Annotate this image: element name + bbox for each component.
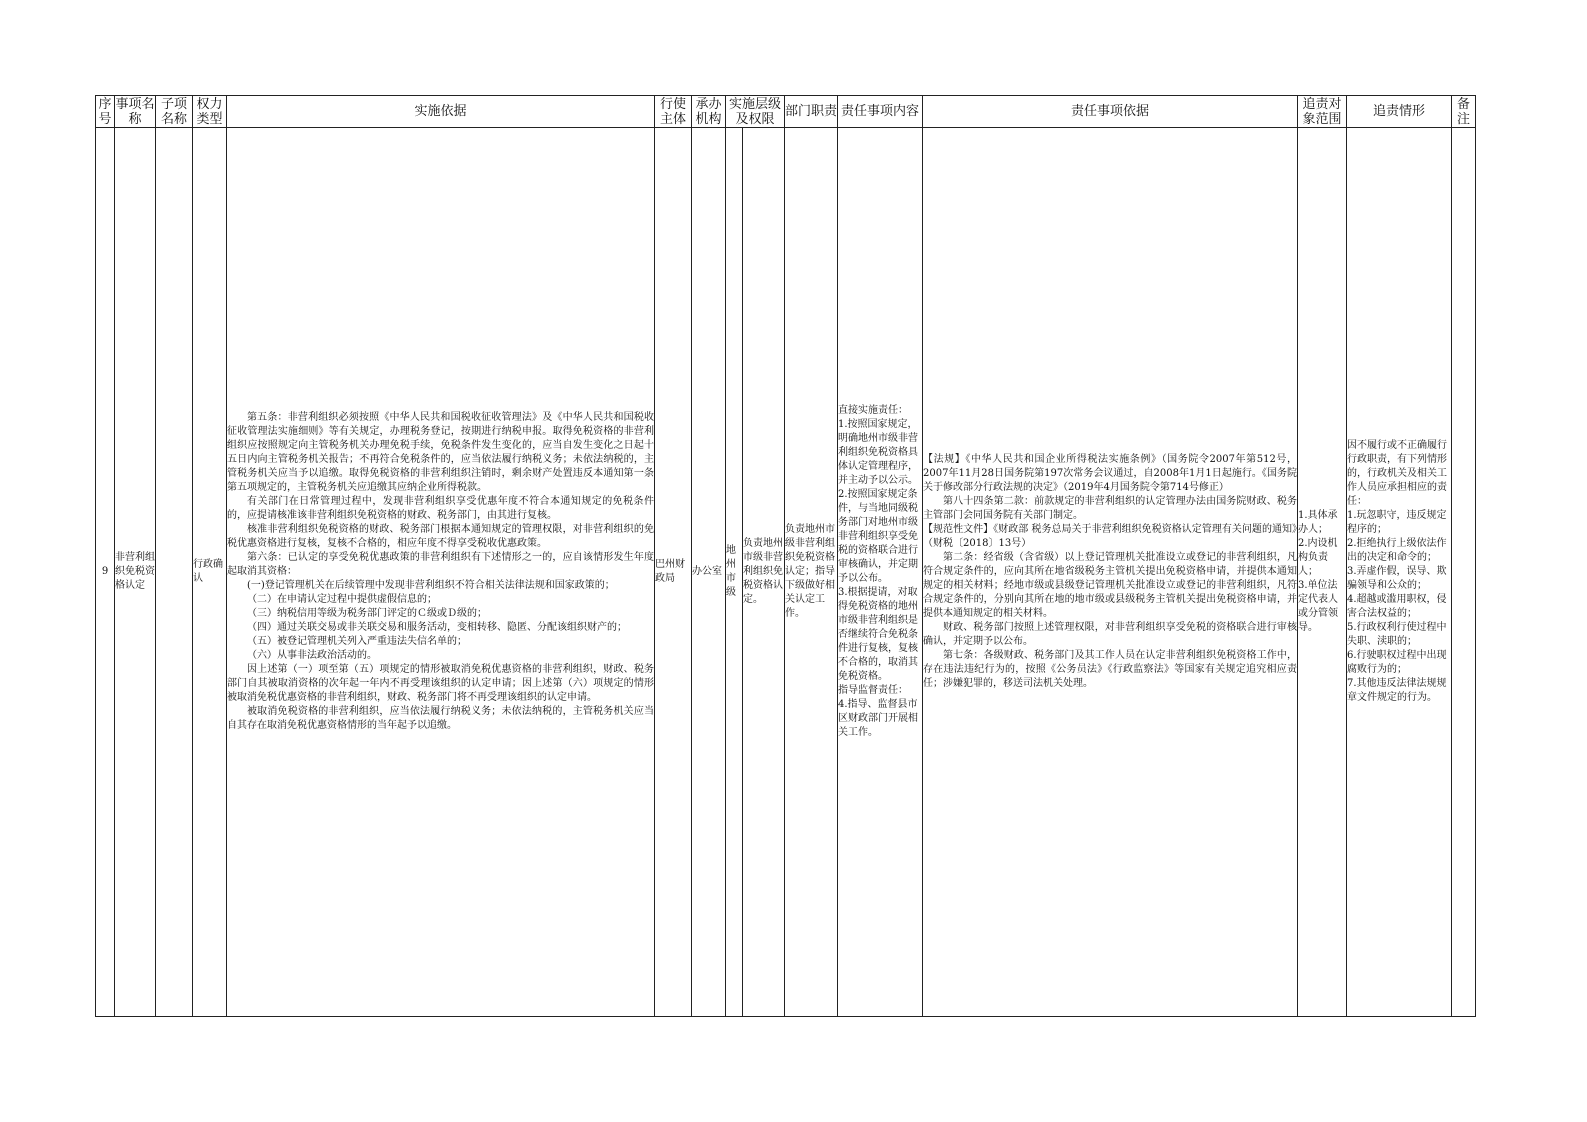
cell-situation: 因不履行或不正确履行行政职责，有下列情形的，行政机关及相关工作人员应承担相应的责任： 1.玩忽职守，违反规定程序的； 2.拒绝执行上级依法作出的决定和命令的； 3.弄虚作假，误导、欺骗领导和公众的； 4.超越或滥用职权，侵害合法权益的； 5.行政权利行使过程中失职、渎职的； 6.行驶职权过程中出现腐败行为的； 7.其他违反法律法规规章文件规定的行为。 [1347,128,1452,1017]
resp_basis-paragraph: 【法规】《中华人民共和国企业所得税法实施条例》（国务院令2007年第512号，2007年11月28日国务院第197次常务会议通过，自2008年1月1日起施行。《国务院关于修改部分行政法规的决定》（2019年4月国务院令第714号修正） [923,454,1298,493]
header-accountable: 追责对象范围 [1298,96,1347,128]
cell-duty: 负责地州市级非营利组织免税资格认定；指导下级做好相关认定工作。 [785,128,838,1017]
basis-paragraph: (一)登记管理机关在后续管理中发现非营利组织不符合相关法律法规和国家政策的； [247,580,615,591]
header-basis: 实施依据 [227,96,655,128]
basis-paragraph: （五）被登记管理机关列入严重违法失信名单的； [247,636,467,647]
cell-item-name: 非营利组织免税资格认定 [115,128,156,1017]
resp_basis-paragraph: 财政、税务部门按照上述管理权限，对非营利组织享受免税的资格联合进行审核确认，并定期予以公布。 [923,622,1298,647]
header-item-name: 事项名称 [115,96,155,127]
header-power-type: 权力类型 [193,96,227,128]
table-header-row [96,96,1476,128]
table-row [96,128,1476,1017]
resp_basis-paragraph: 第七条：各级财政、税务部门及其工作人员在认定非营利组织免税资格工作中，存在违法违纪行为的，按照《公务员法》《行政监察法》等国家有关规定追究相应责任；涉嫌犯罪的，移送司法机关处理。 [923,650,1298,689]
cell-subject: 巴州财政局 [655,128,692,1017]
cell-remark [1452,128,1476,1017]
header-duty: 部门职责 [785,96,838,128]
resp_basis-paragraph: 第二条：经省级（含省级）以上登记管理机关批准设立或登记的非营利组织，凡符合规定条件的，应向其所在地省级税务主管机关提出免税资格申请，并提供本通知规定的相关材料；经地市级或县级登记管理机关批准设立或登记的非营利组织，凡符合规定条件的，分别向其所在地的地市级或县级税务主管机关提出免税资格申请，并提供本通知规定的相关材料。 [923,552,1298,619]
header-situation: 追责情形 [1347,96,1452,128]
resp-basis-paragraphs [923,453,1297,691]
resp_basis-paragraph: 【规范性文件】《财政部 税务总局关于非营利组织免税资格认定管理有关问题的通知》（财税〔2018〕13号） [923,524,1298,549]
cell-agency: 办公室 [692,128,726,1017]
cell-sub-name [156,128,193,1017]
basis-paragraph: 被取消免税资格的非营利组织，应当依法履行纳税义务；未依法纳税的，主管税务机关应当自其存在取消免税优惠资格情形的当年起予以追缴。 [227,706,654,731]
header-resp-basis: 责任事项依据 [923,96,1298,128]
resp_basis-paragraph: 第八十四条第二款：前款规定的非营利组织的认定管理办法由国务院财政、税务主管部门会同国务院有关部门制定。 [923,496,1298,521]
header-resp-content: 责任事项内容 [838,96,923,128]
cell-power-type: 行政确认 [193,128,227,1017]
cell-seq: 9 [96,128,115,1017]
cell-resp-basis [923,128,1298,1017]
header-subject: 行使主体 [655,96,692,128]
basis-paragraph: （六）从事非法政治活动的。 [247,650,377,661]
cell-accountable: 1.具体承办人； 2.内设机构负责人； 3.单位法定代表人或分管领导。 [1298,128,1347,1017]
cell-level-b: 负责地州市级非营利组织免税资格认定。 [743,128,785,1017]
header-level: 实施层级及权限 [726,96,785,128]
header-agency: 承办机构 [692,96,726,128]
cell-resp-content: 直接实施责任： 1.按照国家规定，明确地州市级非营利组织免税资格具体认定管理程序，并主动予以公示。 2.按照国家规定条件，与当地同级税务部门对地州市级非营利组织享受免税的资格联合进行审核确认，并定期予以公布。 3.根据提请，对取得免税资格的地州市级非营利组织是否继续符合免税条件进行复核，复核不合格的，取消其免税资格。 指导监督责任： 4.指导、监督县市区财政部门开展相关工作。 [838,128,923,1017]
header-sub-name: 子项名称 [156,96,193,128]
cell-basis [227,128,655,1017]
basis-paragraph: （三）纳税信用等级为税务部门评定的Ｃ级或Ｄ级的； [247,608,487,619]
basis-paragraph: 第六条：已认定的享受免税优惠政策的非营利组织有下述情形之一的，应自该情形发生年度起取消其资格： [227,552,654,577]
power-list-table [95,95,1476,1017]
cell-level-a: 地州市级 [726,128,743,1017]
header-seq: 序号 [96,96,115,128]
header-remark: 备注 [1452,96,1476,128]
basis-paragraph: （二）在申请认定过程中提供虚假信息的； [247,594,437,605]
basis-paragraph: 第五条：非营利组织必须按照《中华人民共和国税收征收管理法》及《中华人民共和国税收征收管理法实施细则》等有关规定，办理税务登记，按期进行纳税申报。取得免税资格的非营利组织应按照规定向主管税务机关办理免税手续，免税条件发生变化的，应当自发生变化之日起十五日内向主管税务机关报告；不再符合免税条件的，应当依法履行纳税义务；未依法纳税的，主管税务机关应当予以追缴。取得免税资格的非营利组织注销时，剩余财产处置违反本通知第一条第五项规定的，主管税务机关应追缴其应纳企业所得税款。 [227,412,654,493]
basis-paragraph: 有关部门在日常管理过程中，发现非营利组织享受优惠年度不符合本通知规定的免税条件的，应提请核准该非营利组织免税资格的财政、税务部门，由其进行复核。 [227,496,654,521]
basis-paragraph: （四）通过关联交易或非关联交易和服务活动，变相转移、隐匿、分配该组织财产的； [247,622,627,633]
basis-paragraphs [227,411,654,733]
basis-paragraph: 因上述第（一）项至第（五）项规定的情形被取消免税优惠资格的非营利组织，财政、税务部门自其被取消资格的次年起一年内不再受理该组织的认定申请；因上述第（六）项规定的情形被取消免税优惠资格的非营利组织，财政、税务部门将不再受理该组织的认定申请。 [227,664,654,703]
basis-paragraph: 核准非营利组织免税资格的财政、税务部门根据本通知规定的管理权限，对非营利组织的免税优惠资格进行复核，复核不合格的，相应年度不得享受税收优惠政策。 [227,524,654,549]
